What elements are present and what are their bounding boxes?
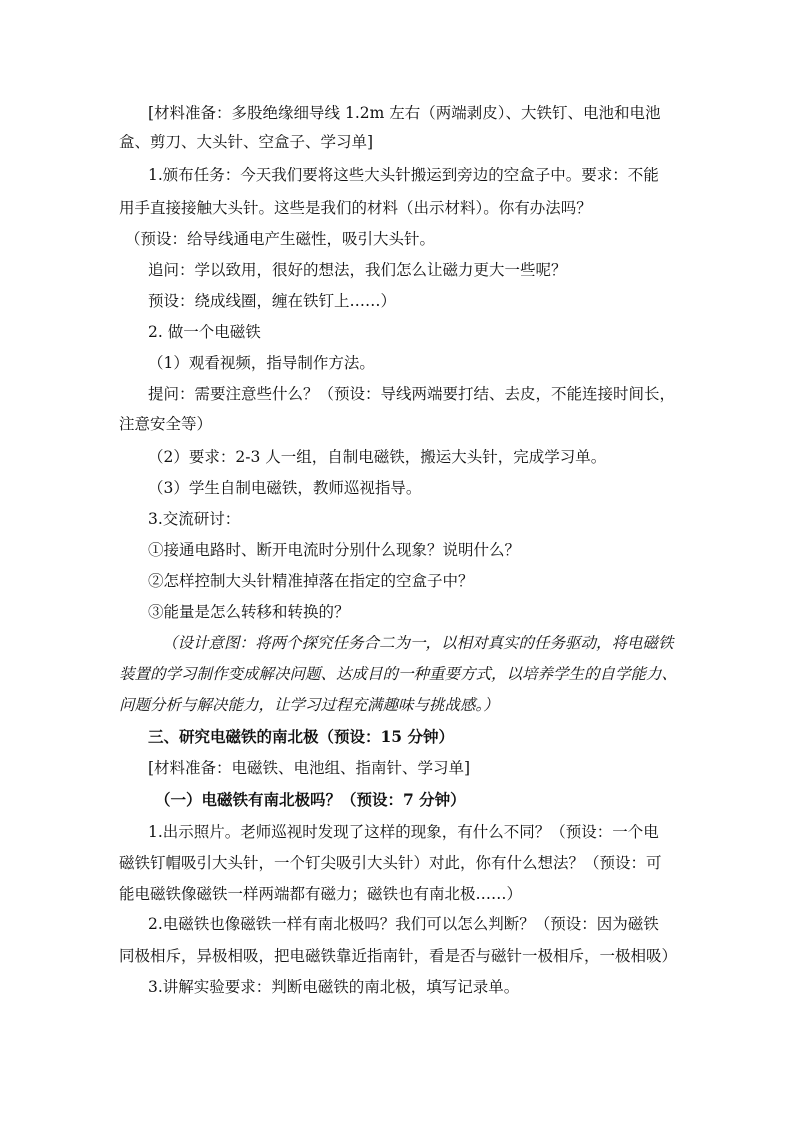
step-3-heading: 3.交流研讨： (148, 510, 241, 528)
step-2-heading: 2. 做一个电磁铁 (148, 323, 261, 341)
photo-line-2: 磁铁钉帽吸引大头针，一个钉尖吸引大头针）对此，你有什么想法？（预设：可 (119, 854, 662, 872)
task-line-1: 1.颁布任务：今天我们要将这些大头针搬运到旁边的空盒子中。要求：不能 (148, 166, 659, 184)
question-line-1: 提问：需要注意些什么？（预设：导线两端要打结、去皮，不能连接时间长， (148, 385, 676, 403)
section-3-heading: 三、研究电磁铁的南北极（预设：15 分钟） (148, 727, 454, 746)
poles-line-1: 2.电磁铁也像磁铁一样有南北极吗？我们可以怎么判断？（预设：因为磁铁 (148, 915, 659, 933)
discussion-q2: ②怎样控制大头针精准掉落在指定的空盒子中？ (148, 572, 474, 590)
followup-line: 追问：学以致用，很好的想法，我们怎么让磁力更大一些呢？ (148, 261, 567, 279)
preset-line-1: （预设：给导线通电产生磁性，吸引大头针。 (125, 230, 436, 248)
design-intent-line-2: 装置的学习制作变成解决问题、达成目的一种重要方式，以培养学生的自学能力、 (119, 665, 678, 683)
task-line-2: 用手直接接触大头针。这些是我们的材料（出示材料）。你有办法吗？ (119, 199, 592, 217)
photo-line-3: 能电磁铁像磁铁一样两端都有磁力；磁铁也有南北极……） (119, 885, 523, 903)
subsection-1-heading: （一）电磁铁有南北极吗？（预设：7 分钟） (155, 790, 466, 809)
step-2-1: （1）观看视频，指导制作方法。 (148, 354, 375, 372)
discussion-q1: ①接通电路时、断开电流时分别什么现象？说明什么？ (148, 541, 521, 559)
step-2-2: （2）要求：2-3 人一组，自制电磁铁，搬运大头针，完成学习单。 (148, 448, 607, 466)
design-intent-line-3: 问题分析与解决能力，让学习过程充满趣味与挑战感。） (119, 696, 499, 714)
section-3-materials: [材料准备：电磁铁、电池组、指南针、学习单] (148, 759, 471, 777)
materials-line-1: [材料准备：多股绝缘细导线 1.2m 左右（两端剥皮）、大铁钉、电池和电池 (148, 104, 661, 122)
poles-line-2: 同极相斥，异极相吸，把电磁铁靠近指南针，看是否与磁针一极相斥，一极相吸） (119, 947, 678, 965)
photo-line-1: 1.出示照片。老师巡视时发现了这样的现象，有什么不同？（预设：一个电 (148, 823, 659, 841)
discussion-q3: ③能量是怎么转移和转换的？ (148, 603, 350, 621)
materials-line-2: 盒、剪刀、大头针、空盒子、学习单] (119, 133, 374, 151)
experiment-line: 3.讲解实验要求：判断电磁铁的南北极，填写记录单。 (148, 978, 520, 996)
design-intent-line-1: （设计意图：将两个探究任务合二为一，以相对真实的任务驱动，将电磁铁 (162, 634, 674, 652)
preset-line-2: 预设：绕成线圈，缠在铁钉上……） (148, 292, 397, 310)
question-line-2: 注意安全等） (119, 415, 213, 433)
step-2-3: （3）学生自制电磁铁，教师巡视指导。 (148, 479, 422, 497)
